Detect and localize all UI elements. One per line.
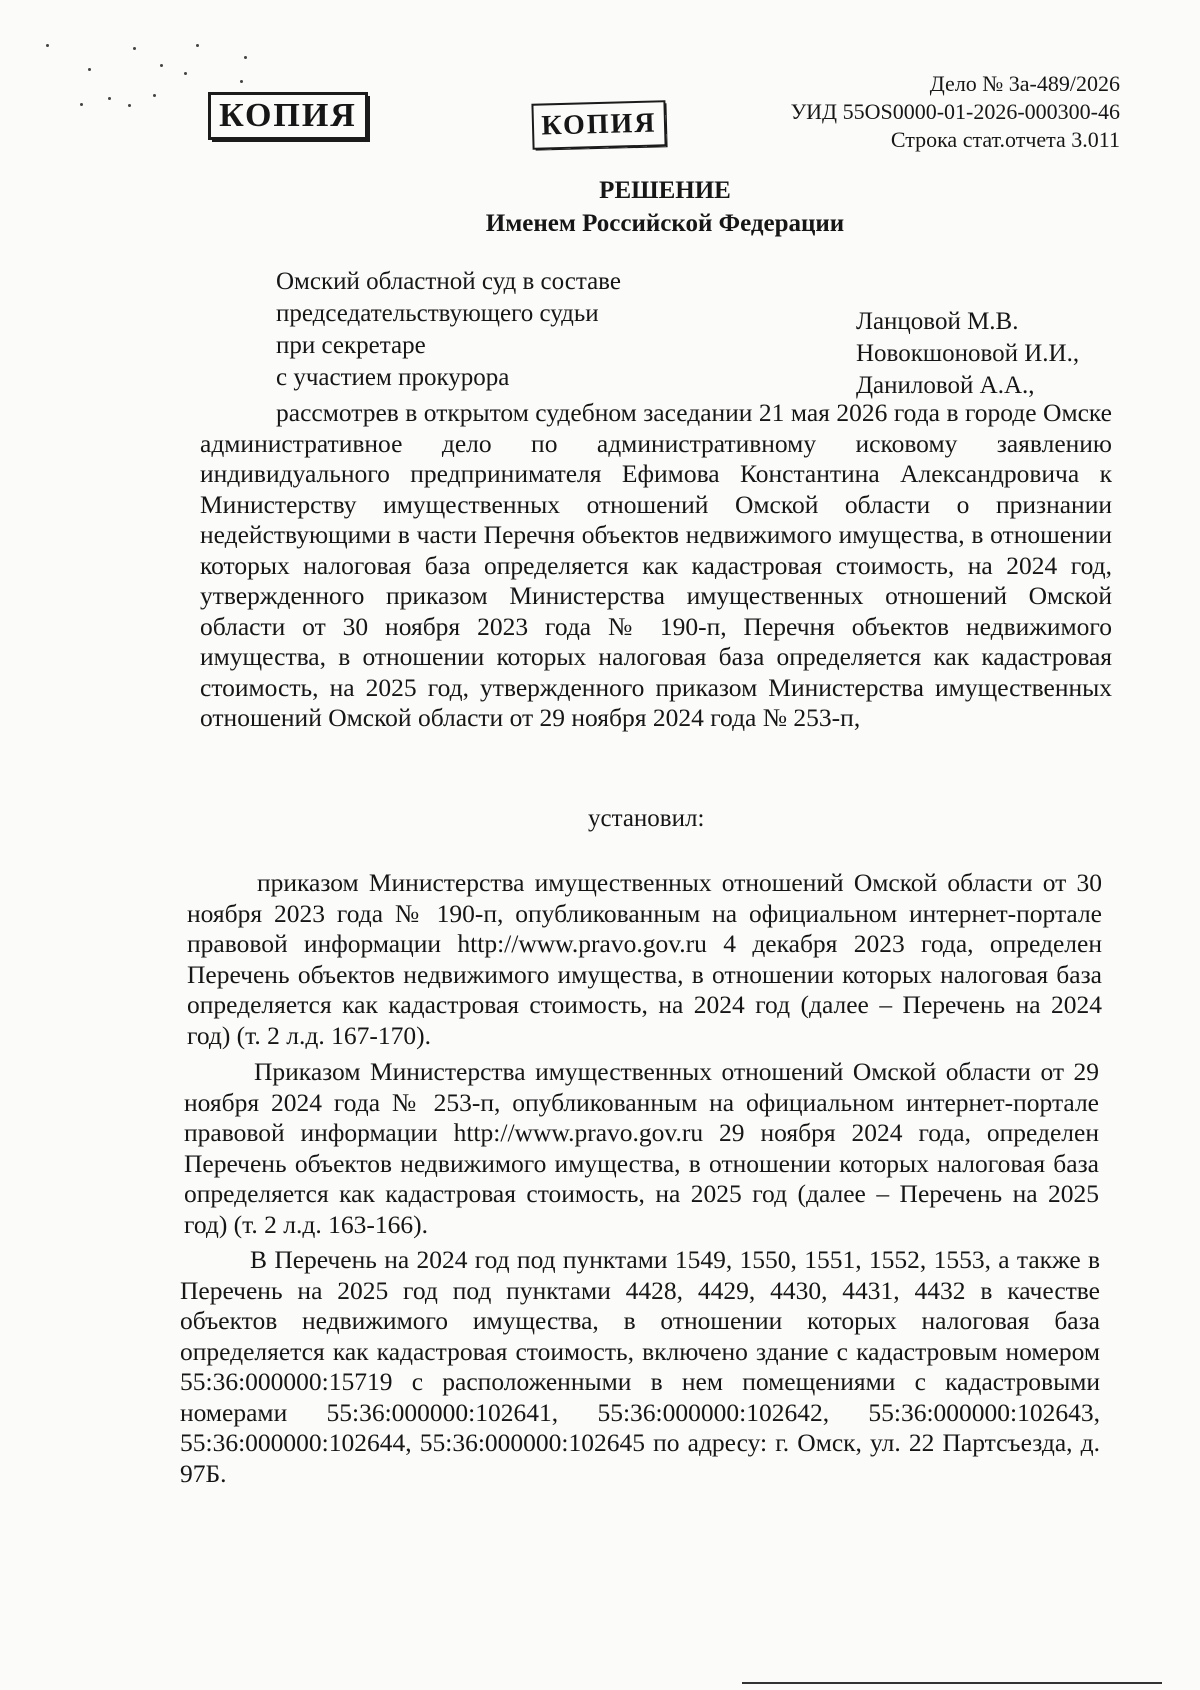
scan-speck [108, 97, 111, 100]
body-paragraph: В Перечень на 2024 год под пунктами 1549, 1550, 1551, 1552, 1553, а также в Перечень на 2025 год под пунктами 4428, 4429, 4430, 4431, 4432 в качестве объектов недвижимого имущества, в отношении которых налоговая база определяется как кадастровая стоимость, включено здание с кадастровым номером 55:36:000000:15719 с расположенными в нем помещениями с кадастровыми номерами 55:36:000000:102641, 55:36:000000:102642, 55:36:000000:102643, 55:36:000000:102644, 55:36:000000:102645 по адресу: г. Омск, ул. 22 Партсъезда, д. 97Б. [180, 1245, 1100, 1488]
section-heading: установил: [588, 805, 705, 832]
scan-speck [160, 64, 163, 67]
composition-name: Ланцовой М.В. [856, 308, 1019, 335]
composition-role: председательствующего судьи [276, 300, 599, 327]
scan-speck [153, 94, 156, 97]
scan-speck [133, 47, 136, 50]
page-edge-line [742, 1682, 1162, 1684]
composition-name: Новокшоновой И.И., [856, 340, 1080, 367]
copy-stamp: КОПИЯ [208, 92, 368, 140]
scan-speck [184, 72, 187, 75]
intro-paragraph: рассмотрев в открытом судебном заседании 21 мая 2026 года в городе Омске административное дело по административному исковому заявлению индивидуального предпринимателя Ефимова Константина Александровича к Министерству имущественных отношений Омской области о признании недействующими в части Перечня объектов недвижимого имущества, в отношении которых налоговая база определяется как кадастровая стоимость, на 2024 год, утвержденного приказом Министерства имущественных отношений Омской области от 30 ноября 2023 года № 190-п, Перечня объектов недвижимого имущества, в отношении которых налоговая база определяется как кадастровая стоимость, на 2025 год, утвержденного приказом Министерства имущественных отношений Омской области от 29 ноября 2024 года № 253-п, [200, 398, 1112, 732]
body-paragraph: Приказом Министерства имущественных отношений Омской области от 29 ноября 2024 года № 253-п, опубликованным на официальном интернет-портале правовой информации http://www.pravo.gov.ru 29 ноября 2024 года, определен Перечень объектов недвижимого имущества, в отношении которых налоговая база определяется как кадастровая стоимость, на 2025 год (далее – Перечень на 2025 год) (т. 2 л.д. 163-166). [184, 1057, 1099, 1239]
document-subtitle: Именем Российской Федерации [485, 210, 845, 237]
scan-speck [244, 56, 247, 59]
case-number: Дело № 3а-489/2026 [929, 71, 1120, 96]
scan-speck [88, 68, 91, 71]
composition-role: Омский областной суд в составе [276, 268, 621, 295]
scan-speck [80, 103, 83, 106]
case-uid: УИД 55OS0000-01-2026-000300-46 [790, 99, 1120, 124]
court-composition-roles [276, 266, 621, 394]
body-paragraph: приказом Министерства имущественных отношений Омской области от 30 ноября 2023 года № 190-п, опубликованным на официальном интернет-портале правовой информации http://www.pravo.gov.ru 4 декабря 2023 года, определен Перечень объектов недвижимого имущества, в отношении которых налоговая база определяется как кадастровая стоимость, на 2024 год (далее – Перечень на 2024 год) (т. 2 л.д. 167-170). [187, 868, 1102, 1050]
case-stat-line: Строка стат.отчета 3.011 [890, 127, 1120, 152]
scan-speck [46, 44, 49, 47]
document-title: РЕШЕНИЕ [599, 177, 731, 204]
copy-stamp-secondary: КОПИЯ [531, 100, 666, 149]
scan-speck [128, 104, 131, 107]
composition-name: Даниловой А.А., [856, 372, 1035, 399]
scan-speck [196, 44, 199, 47]
case-info [791, 70, 1120, 154]
scan-speck [240, 80, 243, 83]
court-composition-names [856, 306, 1079, 402]
composition-role: при секретаре [276, 332, 426, 359]
composition-role: с участием прокурора [276, 364, 510, 391]
